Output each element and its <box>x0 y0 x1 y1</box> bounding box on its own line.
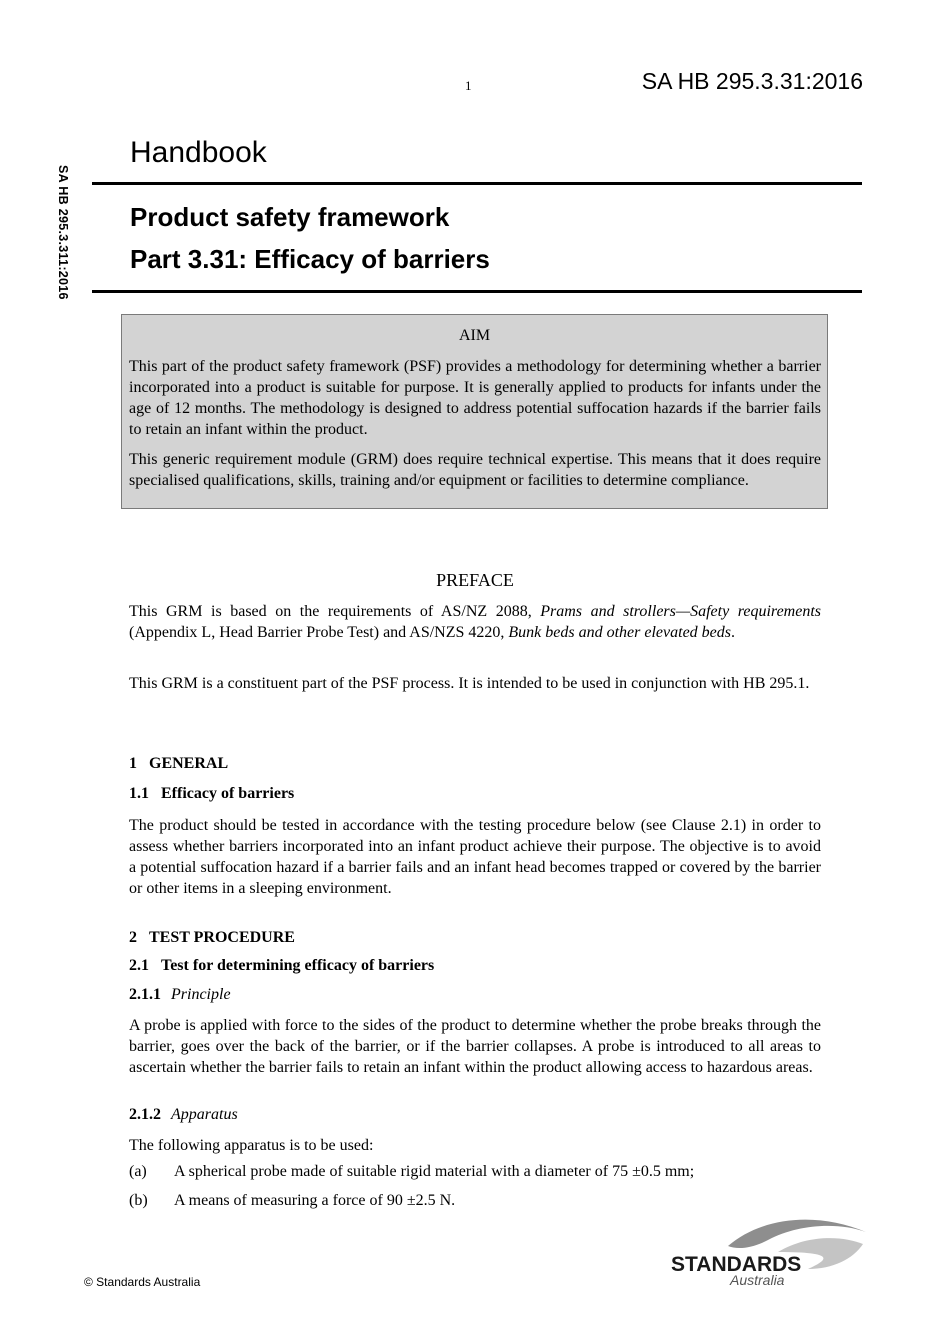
list-item: (a) A spherical probe made of suitable rigid material with a diameter of 75 ±0.5 mm; <box>129 1163 695 1180</box>
preface-paragraph-1: This GRM is based on the requirements of AS/NZ 2088, Prams and strollers—Safety requirements (Appendix L, Head Barrier Probe Test) and AS/NZS 4220, Bunk beds and other elevated beds. <box>129 603 821 641</box>
preface-heading: PREFACE <box>436 570 514 590</box>
clause-2-1-1-heading: 2.1.1 Principle <box>129 986 231 1003</box>
handbook-label: Handbook <box>130 136 267 169</box>
aim-paragraph-2: This generic requirement module (GRM) does require technical expertise. This means that it does require specialised qualifications, skills, training and/or equipment or facilities to determine compliance. <box>129 451 821 489</box>
clause-2-1-2-heading: 2.1.2 Apparatus <box>129 1106 238 1123</box>
list-item: (b) A means of measuring a force of 90 ±2.5 N. <box>129 1192 456 1209</box>
title-rule-bottom <box>92 290 862 293</box>
logo-subtitle: Australia <box>730 1272 785 1288</box>
side-document-code: SA HB 295.3.311:2016 <box>56 165 70 300</box>
clause-1-1-heading: 1.1 Efficacy of barriers <box>129 785 295 802</box>
clause-2-1-2-text: The following apparatus is to be used: <box>129 1137 374 1154</box>
clause-1-1-text: The product should be tested in accordance with the testing procedure below (see Clause 2.1) in order to assess whether barriers incorporated into an infant product achieve their purpose. The objective is to avoid a potential suffocation hazard if a barrier fails and an infant head becomes trapped or covered by the barrier or other items in a sleeping environment. <box>129 817 821 897</box>
section-2-heading: 2 TEST PROCEDURE <box>129 929 295 946</box>
logo-wordmark: STANDARDS <box>671 1253 802 1276</box>
title-line-1: Product safety framework <box>130 202 450 232</box>
page-number: 1 <box>465 78 472 93</box>
copyright-notice: © Standards Australia <box>84 1275 201 1289</box>
aim-heading: AIM <box>458 327 491 344</box>
clause-2-1-heading: 2.1 Test for determining efficacy of barriers <box>129 957 435 974</box>
preface-paragraph-2: This GRM is a constituent part of the PSF process. It is intended to be used in conjunction with HB 295.1. <box>129 675 810 692</box>
section-1-heading: 1 GENERAL <box>129 755 229 772</box>
title-line-2: Part 3.31: Efficacy of barriers <box>130 244 490 274</box>
aim-paragraph-1: This part of the product safety framework (PSF) provides a methodology for determining whether a barrier incorporated into a product is suitable for purpose. It is generally applied to products for infants under the age of 12 months. The methodology is designed to address potential suffocation hazards if the barrier fails to retain an infant within the product. <box>129 358 821 438</box>
standards-australia-logo <box>668 1214 868 1289</box>
document-code: SA HB 295.3.31:2016 <box>641 68 863 94</box>
clause-2-1-1-text: A probe is applied with force to the sides of the product to determine whether the probe breaks through the barrier, goes over the back of the barrier, or if the barrier collapses. A probe is introduced to all areas to ascertain whether the barrier fails to retain an infant within the product allowing access to hazardous areas. <box>129 1017 821 1076</box>
title-rule-top <box>92 182 862 185</box>
